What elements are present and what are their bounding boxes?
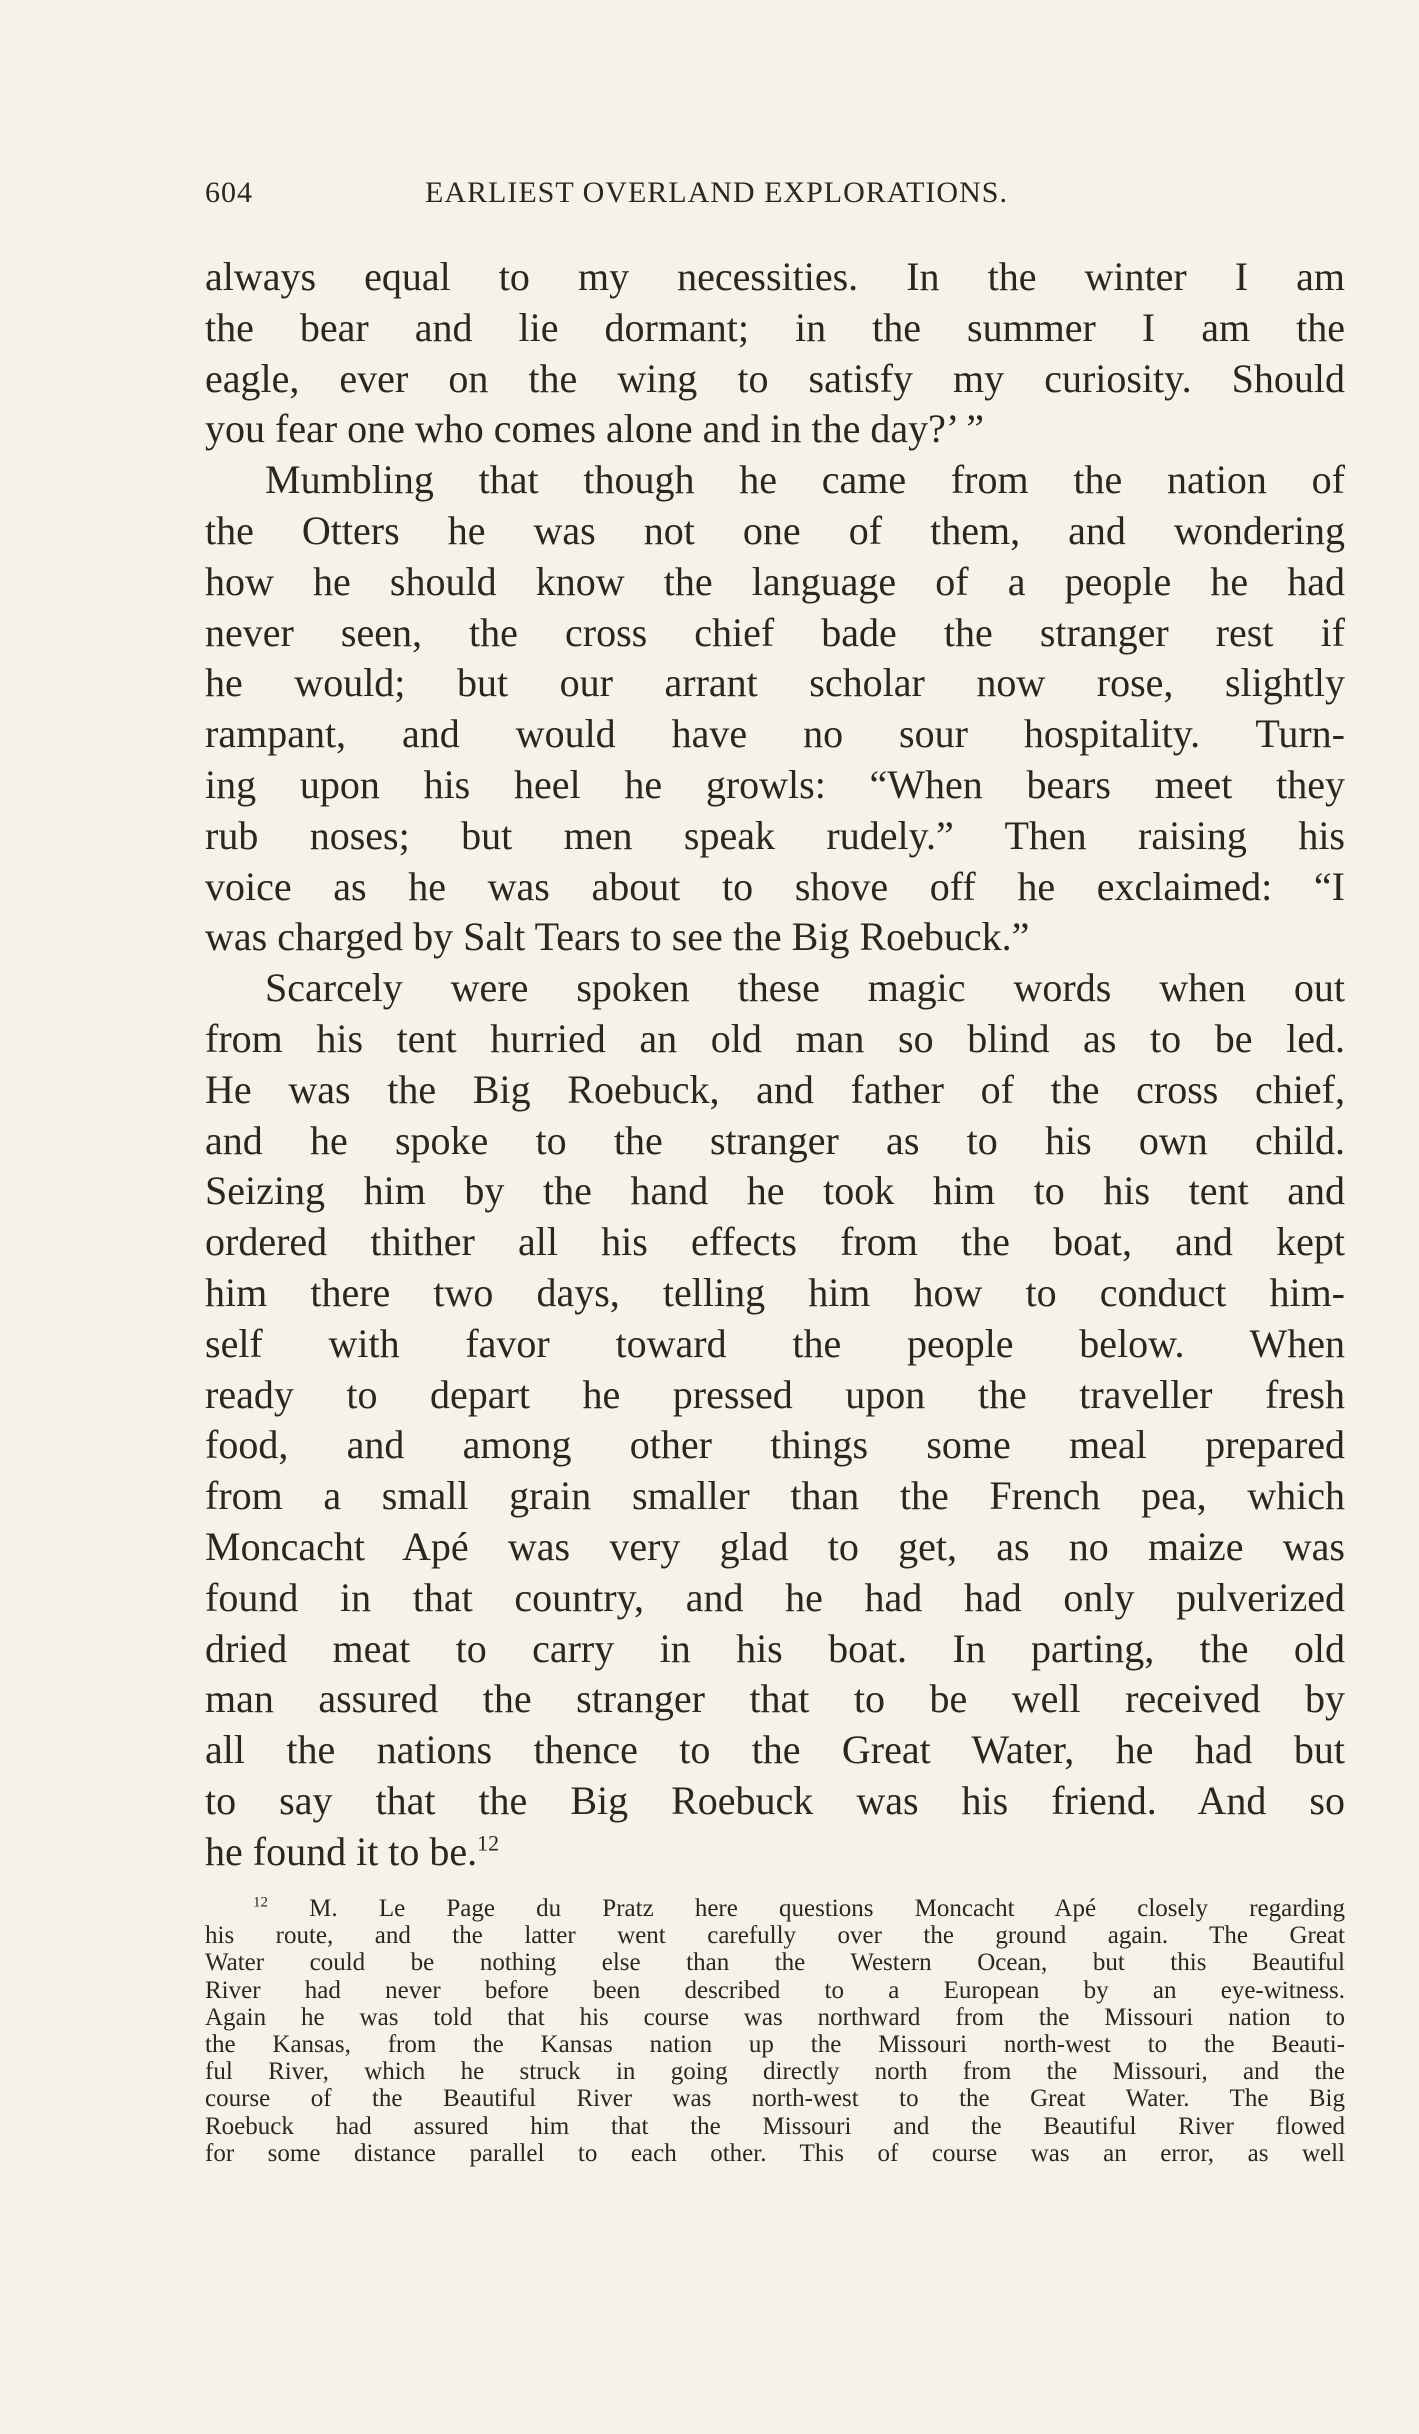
text-line: Seizing him by the hand he took him to his tent and bbox=[205, 1168, 1345, 1214]
text-line: from his tent hurried an old man so blind as to be led. bbox=[205, 1015, 1345, 1061]
page-header bbox=[205, 176, 1335, 216]
text-line: never seen, the cross chief bade the stranger rest if bbox=[205, 609, 1345, 655]
footnote-first-text: M. Le Page du Pratz here questions Moncacht Apé closely regarding bbox=[309, 1895, 1345, 1922]
text-line: dried meat to carry in his boat. In parting, the old bbox=[205, 1625, 1345, 1671]
text-line: food, and among other things some meal prepared bbox=[205, 1422, 1345, 1468]
text-line: found in that country, and he had had only pulverized bbox=[205, 1574, 1345, 1620]
text-line: ing upon his heel he growls: “When bears meet they bbox=[205, 761, 1345, 807]
text-line: ordered thither all his effects from the boat, and kept bbox=[205, 1219, 1345, 1265]
text-line: rampant, and would have no sour hospitality. Turn- bbox=[205, 711, 1345, 757]
text-line: he would; but our arrant scholar now rose, slightly bbox=[205, 660, 1345, 706]
footnote-line: Roebuck had assured him that the Missouri and the Beautiful River flowed bbox=[205, 2112, 1345, 2140]
body-text bbox=[205, 252, 1345, 1878]
page-number: 604 bbox=[205, 176, 253, 209]
text-line: all the nations thence to the Great Water, he had but bbox=[205, 1727, 1345, 1773]
text-line: rub noses; but men speak rudely.” Then raising his bbox=[205, 812, 1345, 858]
last-line-text: he found it to be. bbox=[205, 1828, 478, 1874]
paragraph-start-line: Scarcely were spoken these magic words when out bbox=[265, 965, 1345, 1011]
text-line: the bear and lie dormant; in the summer I am the bbox=[205, 304, 1345, 350]
text-line: man assured the stranger that to be well received by bbox=[205, 1676, 1345, 1722]
footnote-line: the Kansas, from the Kansas nation up the Missouri north-west to the Beauti- bbox=[205, 2030, 1345, 2058]
text-line: how he should know the language of a people he had bbox=[205, 558, 1345, 604]
text-line: ready to depart he pressed upon the traveller fresh bbox=[205, 1371, 1345, 1417]
text-line: was charged by Salt Tears to see the Big Roebuck.” bbox=[205, 914, 1030, 960]
text-line: you fear one who comes alone and in the day?’ ” bbox=[205, 406, 984, 452]
text-line: eagle, ever on the wing to satisfy my curiosity. Should bbox=[205, 355, 1345, 401]
text-line: He was the Big Roebuck, and father of the cross chief, bbox=[205, 1066, 1345, 1112]
text-line: him there two days, telling him how to conduct him- bbox=[205, 1269, 1345, 1315]
text-line: always equal to my necessities. In the winter I am bbox=[205, 254, 1345, 299]
text-line: the Otters he was not one of them, and wondering bbox=[205, 507, 1345, 553]
paragraph-start-line: Mumbling that though he came from the nation of bbox=[265, 457, 1345, 503]
footnote-line: Again he was told that his course was northward from the Missouri nation to bbox=[205, 2003, 1345, 2031]
text-line: from a small grain smaller than the French pea, which bbox=[205, 1473, 1345, 1519]
footnote-line: course of the Beautiful River was north-west to the Great Water. The Big bbox=[205, 2085, 1345, 2113]
running-head: EARLIEST OVERLAND EXPLORATIONS. bbox=[425, 176, 1008, 209]
footnote-line: for some distance parallel to each other. This of course was an error, as well bbox=[205, 2139, 1345, 2167]
text-line: and he spoke to the stranger as to his own child. bbox=[205, 1117, 1345, 1163]
text-line-last bbox=[205, 1827, 1345, 1878]
text-line: to say that the Big Roebuck was his friend. And so bbox=[205, 1777, 1345, 1823]
footnote-line: Water could be nothing else than the Western Ocean, but this Beautiful bbox=[205, 1949, 1345, 1977]
footnote-reference[interactable]: 12 bbox=[477, 1830, 500, 1856]
text-line: voice as he was about to shove off he exclaimed: “I bbox=[205, 863, 1345, 909]
text-line: Moncacht Apé was very glad to get, as no maize was bbox=[205, 1523, 1345, 1569]
footnote bbox=[205, 1895, 1345, 2167]
text-line: self with favor toward the people below. When bbox=[205, 1320, 1345, 1366]
footnote-line: ful River, which he struck in going directly north from the Missouri, and the bbox=[205, 2058, 1345, 2086]
footnote-line bbox=[205, 1895, 1345, 1922]
footnote-line: his route, and the latter went carefully over the ground again. The Great bbox=[205, 1922, 1345, 1950]
footnote-marker: 12 bbox=[253, 1894, 268, 1911]
footnote-line: River had never before been described to a European by an eye-witness. bbox=[205, 1976, 1345, 2004]
